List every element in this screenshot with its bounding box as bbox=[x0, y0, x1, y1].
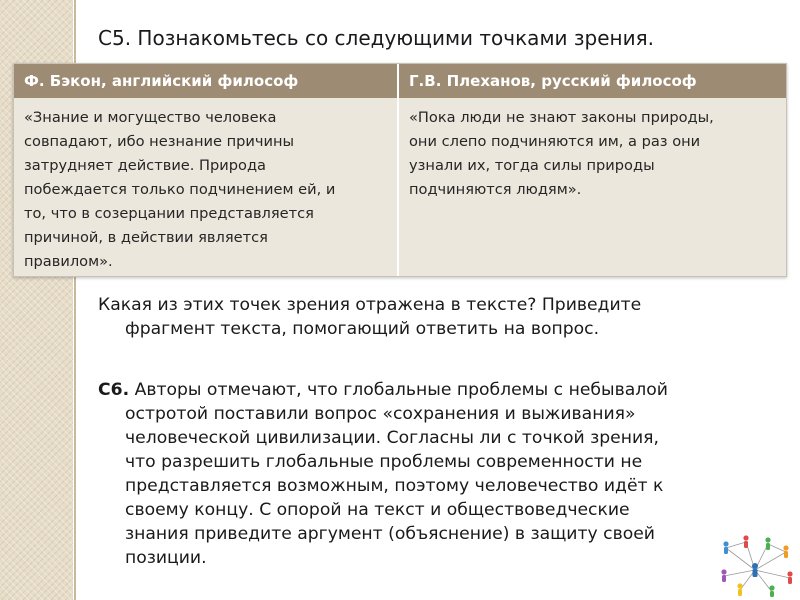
quote-plekhanov: «Пока люди не знают законы природы, они слепо подчиняются им, а раз они узнали их, тогда силы природы подчиняются людям». bbox=[409, 109, 714, 198]
c6-line: представляется возможным, поэтому человечество идёт к bbox=[125, 476, 664, 496]
table-header-row bbox=[14, 64, 786, 98]
c6-first-line bbox=[98, 378, 788, 402]
c6-line: что разрешить глобальные проблемы современности не bbox=[125, 452, 643, 472]
c6-line-1: Авторы отмечают, что глобальные проблемы с небывалой bbox=[129, 380, 668, 400]
slide-title bbox=[98, 24, 788, 52]
c6-line: своему концу. С опорой на текст и обществоведческие bbox=[125, 500, 630, 520]
question-c5 bbox=[98, 293, 788, 341]
task-c6 bbox=[98, 378, 788, 570]
question-line-1: Какая из этих точек зрения отражена в тексте? Приведите bbox=[98, 295, 642, 315]
task-number-c5: С5 bbox=[98, 26, 125, 50]
header-plekhanov: Г.В. Плеханов, русский философ bbox=[409, 72, 697, 90]
c6-line: позиции. bbox=[125, 548, 207, 568]
title-text: . Познакомьтесь со следующими точками зрения. bbox=[124, 26, 654, 50]
question-line-2: фрагмент текста, помогающий ответить на вопрос. bbox=[125, 319, 600, 339]
c6-line: человеческой цивилизации. Согласны ли с точкой зрения, bbox=[125, 428, 659, 448]
quote-bacon: «Знание и могущество человека совпадают, ибо незнание причины затрудняет действие. Природа побеждается только подчинением ей, и то, что в созерцании представляется причиной, в действии является правилом». bbox=[14, 98, 399, 276]
task-number-c6: С6. bbox=[98, 380, 130, 400]
viewpoints-table bbox=[13, 63, 787, 277]
header-bacon: Ф. Бэкон, английский философ bbox=[14, 64, 399, 98]
table-body-row bbox=[14, 98, 786, 276]
c6-line: остротой поставили вопрос «сохранения и выживания» bbox=[125, 404, 636, 424]
c6-line: знания приведите аргумент (объяснение) в защиту своей bbox=[125, 524, 655, 544]
people-network-icon bbox=[712, 530, 798, 598]
